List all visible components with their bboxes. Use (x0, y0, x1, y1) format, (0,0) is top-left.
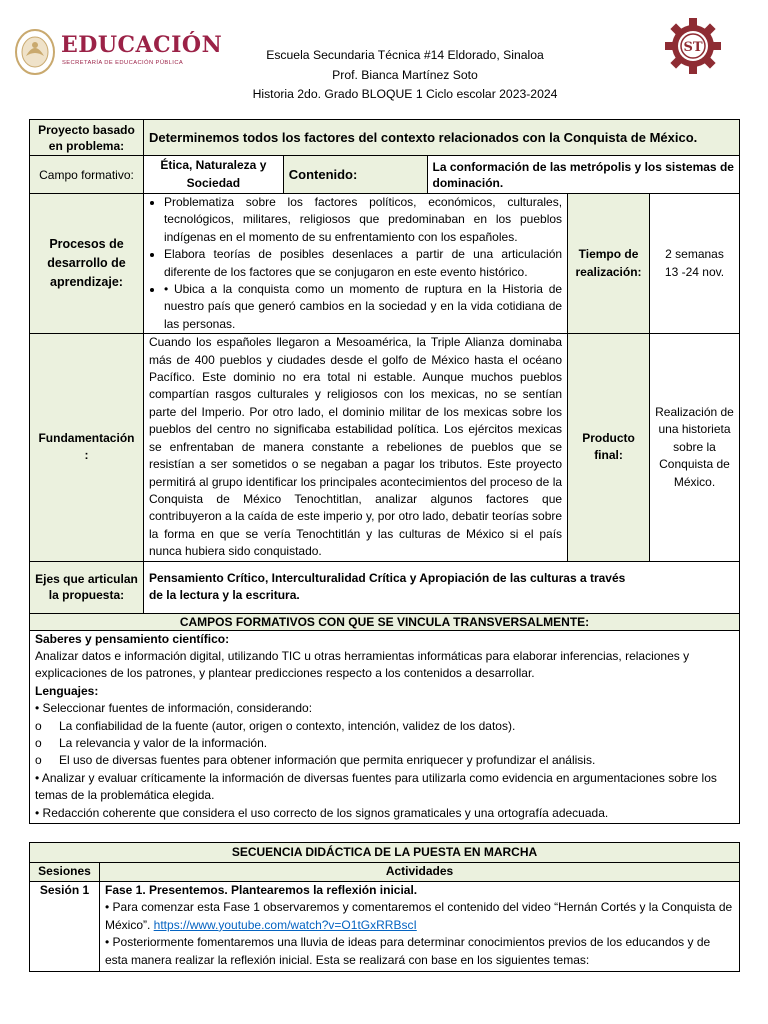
video-link[interactable]: https://www.youtube.com/watch?v=O1tGxRRBscI (153, 917, 417, 932)
problema-value: Determinemos todos los factores del contexto relacionados con la Conquista de México. (143, 120, 739, 156)
school-header (210, 46, 600, 105)
fundamentacion-text: Cuando los españoles llegaron a Mesoamérica, la Triple Alianza dominaba más de 400 pueblos y ciudades desde el golfo de México hasta el océano Pacífico. Este dominio no era total ni estable. Aunque muchos pueblos compartían rasgos culturales y religiosos con los mexicas, no se sentían parte del Imperio. Por otro lado, el dominio militar de los mexicas sobre los pueblos del centro no significaba estabilidad política. Los ejércitos mexicas se enfrentaban de manera constante a rebeliones de pueblos que se resistían a ser sometidos o se negaban a pagar los tributos. Este proyecto permitirá al grupo identificar los principales acontecimientos del proceso de la Conquista de México Tenochtitlan, analizar algunos factores que contribuyeron a la caída de este imperio y, por otro lado, debatir teorías sobre la forma en que se vería Tenochtitlán y las culturas de México si el país nunca hubiera sido conquistado. (143, 334, 567, 561)
procesos-item: • Elabora teorías de posibles desenlaces a partir de una articulación diferente de los factores que se conjugaron en este evento histórico. (164, 246, 562, 281)
tiempo-dates: 13 -24 nov. (664, 264, 725, 279)
row-fundamentacion (30, 334, 740, 561)
producto-label: Producto final: (568, 334, 650, 561)
brand-title: EDUCACIÓN (61, 32, 223, 58)
row-campos-heading (30, 613, 740, 630)
contenido-label: Contenido: (283, 156, 427, 194)
row-ejes (30, 561, 740, 613)
course-info: Historia 2do. Grado BLOQUE 1 Ciclo escolar 2023-2024 (252, 87, 558, 101)
campos-heading: CAMPOS FORMATIVOS CON QUE SE VINCULA TRANSVERSALMENTE: (30, 613, 740, 630)
col-sesiones: Sesiones (30, 863, 100, 882)
teacher-name: Prof. Bianca Martínez Soto (332, 67, 478, 82)
gear-icon (664, 17, 722, 75)
row-problema (30, 120, 740, 156)
saberes-title: Saberes y pensamiento científico: (35, 631, 230, 646)
tiempo-label: Tiempo de realización: (568, 194, 650, 334)
tiempo-duration: 2 semanas (665, 247, 724, 262)
sequence-heading: SECUENCIA DIDÁCTICA DE LA PUESTA EN MARCHA (30, 843, 740, 863)
school-name: Escuela Secundaria Técnica #14 Eldorado, Sinaloa (266, 48, 544, 62)
row-campo (30, 156, 740, 194)
problema-label: Proyecto basado en problema: (30, 120, 144, 156)
procesos-item: • Problematiza sobre los factores políticos, económicos, culturales, tecnológicos, militares, religiosos que predominaban en los pueblos indígenas en el momento de su enfrentamiento con los españoles. (164, 194, 562, 246)
producto-value: Realización de una historieta sobre la Conquista de México. (650, 334, 740, 561)
procesos-item: • • Ubica a la conquista como un momento de ruptura en la Historia de nuestro país que generó cambios en la sociedad y en la vida cotidiana de las personas. (164, 281, 562, 333)
lenguajes-subitem: o El uso de diversas fuentes para obtener información que permita enriquecer y profundizar el análisis. (35, 752, 734, 769)
brand-subtitle: SECRETARÍA DE EDUCACIÓN PÚBLICA (62, 60, 184, 66)
campo-value: Ética, Naturaleza y Sociedad (143, 156, 283, 194)
campos-body (30, 630, 740, 823)
fundamentacion-label: Fundamentación : (30, 334, 144, 561)
col-actividades: Actividades (99, 863, 739, 882)
procesos-cell (143, 194, 567, 334)
ejes-value: Pensamiento Crítico, Interculturalidad Crítica y Apropiación de las culturas a través de la lectura y la escritura. (143, 561, 739, 613)
fase-title: Fase 1. Presentemos. Plantearemos la reflexión inicial. (104, 883, 418, 897)
session-activities (99, 882, 739, 972)
row-procesos (30, 194, 740, 334)
table-row (30, 882, 740, 972)
lenguajes-title: Lenguajes: (35, 683, 99, 698)
logo-initials: ST (683, 40, 703, 55)
row-seq-columns (30, 863, 740, 882)
tiempo-cell (650, 194, 740, 334)
activity-video-text: • Para comenzar esta Fase 1 observaremos y comentaremos el contenido del video “Hernán Cortés y la Conquista de México”. (104, 900, 733, 932)
campo-label: Campo formativo: (30, 156, 144, 194)
sequence-table (29, 842, 740, 972)
activity-brainstorm: • Posteriormente fomentaremos una lluvia de ideas para determinar conocimientos previos de los educandos y de esta manera realizar la reflexión inicial. Esta se realizará con base en los siguientes temas: (104, 935, 711, 967)
procesos-label: Procesos de desarrollo de aprendizaje: (30, 194, 144, 334)
session-label: Sesión 1 (30, 882, 100, 972)
ejes-label: Ejes que articulan la propuesta: (30, 561, 144, 613)
analizar-item: • Analizar y evaluar críticamente la información de diversas fuentes para utilizarla como evidencia en argumentaciones sobre los temas de la problemática elegida. (35, 770, 717, 803)
contenido-value: La conformación de las metrópolis y los sistemas de dominación. (427, 156, 739, 194)
row-seq-heading (30, 843, 740, 863)
redaccion-item: • Redacción coherente que considera el uso correcto de los signos gramaticales y una ortografía adecuada. (35, 805, 609, 820)
school-gear-logo (664, 17, 722, 75)
row-campos-body (30, 630, 740, 823)
project-table (29, 119, 740, 824)
sep-logo (14, 28, 223, 78)
saberes-text: Analizar datos e información digital, utilizando TIC u otras herramientas informáticas para elaborar inferencias, relaciones y explicaciones de los patrones, y plantear predicciones respecto a los contenidos a desarrollar. (35, 648, 690, 681)
coat-of-arms-icon (14, 28, 56, 76)
lenguajes-intro: • Seleccionar fuentes de información, considerando: (35, 701, 313, 716)
lenguajes-subitem: o La confiabilidad de la fuente (autor, origen o contexto, intención, validez de los datos). (35, 718, 734, 735)
activity-video (105, 899, 734, 934)
lenguajes-subitem: o La relevancia y valor de la información. (35, 735, 734, 752)
